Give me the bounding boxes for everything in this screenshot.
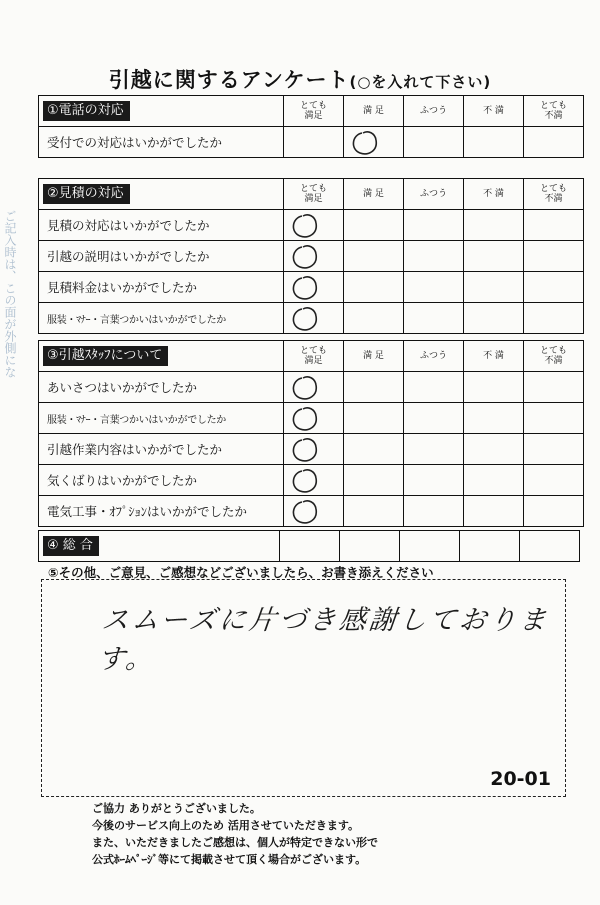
section-header-row [39,96,584,127]
rating-cell[interactable] [524,465,584,496]
section-badge: ①電話の対応 [43,101,130,121]
rating-cell[interactable] [404,127,464,158]
handwritten-circle-mark [284,241,343,271]
rating-cell[interactable] [344,210,404,241]
footer-line: また、いただきましたご感想は、個人が特定できない形で [92,836,378,849]
handwritten-circle-mark [284,465,343,495]
handwritten-circle-mark [284,372,343,402]
question-text: 引越作業内容はいかがでしたか [39,434,284,465]
section-label [39,341,284,372]
section-badge: ③引越ｽﾀｯﾌについて [43,346,168,366]
rating-cell[interactable] [524,127,584,158]
rating-cell[interactable] [464,241,524,272]
scale-header: 不 満 [464,179,524,210]
circle-stroke [293,408,316,430]
scale-header [340,531,400,562]
rating-cell[interactable] [464,434,524,465]
question-row [39,127,584,158]
rating-cell[interactable] [284,372,344,403]
footer-line: 今後のサービス向上のため 活用させていただきます。 [92,819,359,832]
scale-header: とても 不満 [524,179,584,210]
section-header-row [39,531,580,562]
question-row [39,372,584,403]
handwritten-circle-mark [284,210,343,240]
question-text: 引越の説明はいかがでしたか [39,241,284,272]
scale-header: 満 足 [344,179,404,210]
question-row [39,496,584,527]
rating-cell[interactable] [284,465,344,496]
scale-header [460,531,520,562]
circle-stroke [293,277,316,299]
rating-cell[interactable] [344,241,404,272]
rating-cell[interactable] [524,434,584,465]
rating-cell[interactable] [404,372,464,403]
section-badge: ④ 総 合 [43,536,99,556]
rating-cell[interactable] [284,403,344,434]
section-table [38,178,584,334]
circle-stroke [293,439,316,461]
form-title-sub: (○を入れて下さい) [349,73,492,91]
question-row [39,272,584,303]
question-text: 服装・ﾏﾅｰ・言葉つかいはいかがでしたか [39,403,284,434]
rating-cell[interactable] [524,496,584,527]
scale-header: とても 満足 [284,179,344,210]
rating-cell[interactable] [464,496,524,527]
scale-header [400,531,460,562]
rating-cell[interactable] [284,434,344,465]
section-badge: ②見積の対応 [43,184,130,204]
rating-cell[interactable] [284,272,344,303]
scale-header: ふつう [404,341,464,372]
section-table [38,95,584,158]
rating-cell[interactable] [344,303,404,334]
rating-cell[interactable] [284,210,344,241]
form-title-main: 引越に関するアンケート [108,68,350,92]
question-row [39,241,584,272]
rating-cell[interactable] [404,303,464,334]
section-table [38,530,580,562]
scale-header [520,531,580,562]
scale-header: ふつう [404,96,464,127]
question-text: あいさつはいかがでしたか [39,372,284,403]
rating-cell[interactable] [404,434,464,465]
question-text: 電気工事・ｵﾌﾟｼｮﾝはいかがでしたか [39,496,284,527]
scale-header: とても 不満 [524,341,584,372]
circle-stroke [353,132,376,154]
section-table [38,340,584,527]
rating-cell[interactable] [404,496,464,527]
rating-cell[interactable] [524,303,584,334]
question-row [39,403,584,434]
scale-header: とても 満足 [284,96,344,127]
question-row [39,303,584,334]
rating-cell[interactable] [284,241,344,272]
circle-stroke [293,215,316,237]
circle-stroke [293,377,316,399]
question-text: 見積の対応はいかがでしたか [39,210,284,241]
scale-header: ふつう [404,179,464,210]
handwritten-circle-mark [284,303,343,333]
circle-stroke [293,308,316,330]
scale-header [280,531,340,562]
rating-cell[interactable] [344,127,404,158]
rating-cell[interactable] [284,496,344,527]
question-text: 気くばりはいかがでしたか [39,465,284,496]
scale-header: 満 足 [344,96,404,127]
question-text: 服装・ﾏﾅｰ・言葉つかいはいかがでしたか [39,303,284,334]
rating-cell[interactable] [344,434,404,465]
rating-cell[interactable] [524,272,584,303]
question-text: 受付での対応はいかがでしたか [39,127,284,158]
scale-header: 不 満 [464,96,524,127]
handwritten-circle-mark [284,272,343,302]
circle-stroke [293,501,316,523]
footer-line: ご協力 ありがとうございました。 [92,802,261,815]
section-label [39,531,280,562]
handwritten-circle-mark [344,127,403,157]
footer-notes [92,800,378,868]
comment-box[interactable] [41,579,566,797]
rating-cell[interactable] [464,210,524,241]
rating-cell[interactable] [404,241,464,272]
rating-cell[interactable] [284,127,344,158]
section-label [39,179,284,210]
section-label [39,96,284,127]
handwritten-circle-mark [284,434,343,464]
footer-line: 公式ﾎｰﾑﾍﾟｰｼﾞ等にて掲載させて頂く場合がございます。 [92,853,367,866]
rating-cell[interactable] [464,372,524,403]
question-row [39,434,584,465]
rating-cell[interactable] [344,272,404,303]
rating-cell[interactable] [404,465,464,496]
rating-cell[interactable] [344,372,404,403]
handwritten-circle-mark [284,496,343,526]
rating-cell[interactable] [464,127,524,158]
section-header-row [39,341,584,372]
circle-stroke [293,470,316,492]
rating-cell[interactable] [464,465,524,496]
rating-cell[interactable] [524,241,584,272]
form-title [0,64,600,94]
rating-cell[interactable] [464,272,524,303]
rating-cell[interactable] [464,403,524,434]
rating-cell[interactable] [524,372,584,403]
scale-header: 満 足 [344,341,404,372]
rating-cell[interactable] [344,403,404,434]
rating-cell[interactable] [524,403,584,434]
rating-cell[interactable] [404,210,464,241]
handwritten-circle-mark [284,403,343,433]
question-text: 見積料金はいかがでしたか [39,272,284,303]
circle-stroke [293,246,316,268]
side-note: ご記入時は、この面が外側にな [3,210,17,378]
scale-header: とても 満足 [284,341,344,372]
rating-cell[interactable] [284,303,344,334]
handwritten-comment: スムーズに片づき感謝しております。 [96,605,551,675]
rating-cell[interactable] [404,403,464,434]
scale-header: 不 満 [464,341,524,372]
rating-cell[interactable] [344,496,404,527]
form-code: 20-01 [490,768,551,790]
rating-cell[interactable] [404,272,464,303]
rating-cell[interactable] [464,303,524,334]
comment-prompt: ⑤その他、ご意見、ご感想などございましたら、お書き添えください [48,565,434,580]
scale-header: とても 不満 [524,96,584,127]
rating-cell[interactable] [344,465,404,496]
question-row [39,210,584,241]
rating-cell[interactable] [524,210,584,241]
question-row [39,465,584,496]
section-header-row [39,179,584,210]
